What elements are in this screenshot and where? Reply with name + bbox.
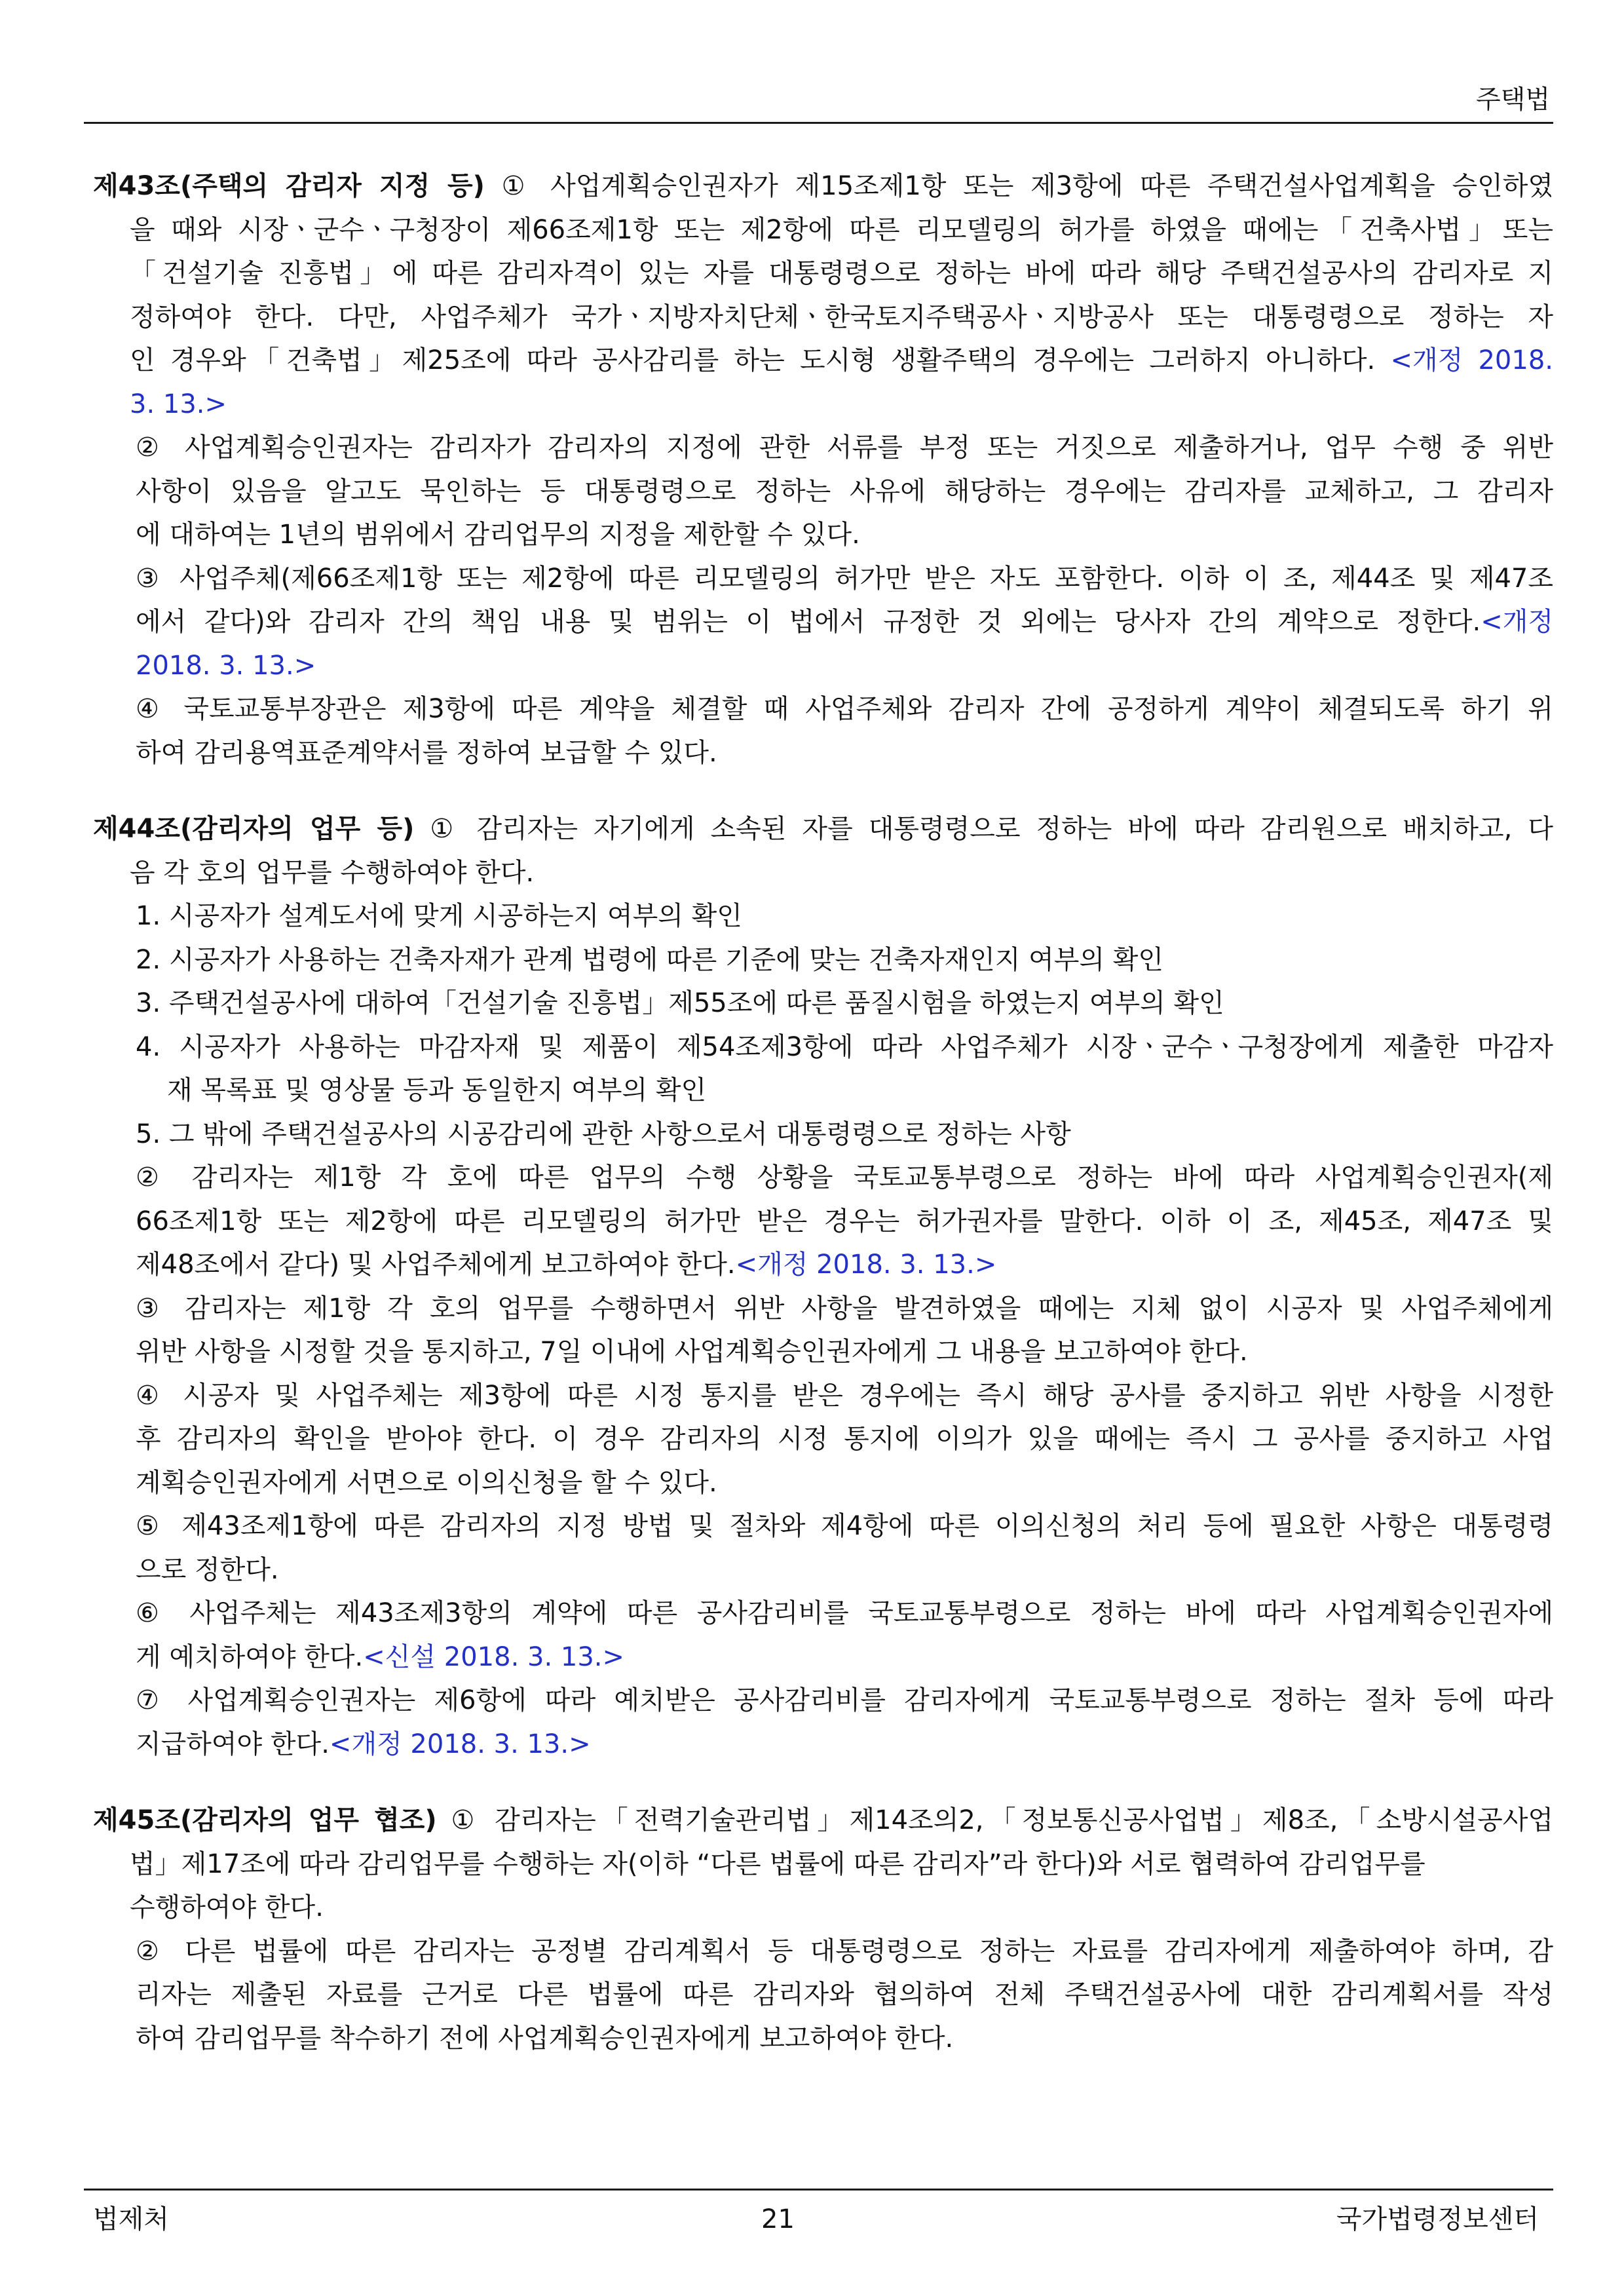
article-44-para-2-line-3: 제48조에서 같다) 및 사업주체에게 보고하여야 한다. [136,1250,736,1280]
article-44-para-7-line-1: ⑦ 사업계획승인권자는 제6항에 따라 예치받은 공사감리비를 감리자에게 국토교통부령으로 정하는 절차 등에 따라 [136,1685,1553,1715]
amendment-note: <개정 2018. 3. 13.> [329,1729,591,1759]
article-44-item-4-line-2: 재 목록표 및 영상물 등과 동일한지 여부의 확인 [167,1075,707,1105]
article-43-para-4-line-1: ④ 국토교통부장관은 제3항에 따른 계약을 체결할 때 사업주체와 감리자 간에 공정하게 계약이 체결되도록 하기 위 [136,694,1553,724]
law-title-header: 주택법 [1475,85,1550,115]
article-43-para-3-line-1: ③ 사업주체(제66조제1항 또는 제2항에 따른 리모델링의 허가만 받은 자도 포함한다. 이하 이 조, 제44조 및 제47조 [136,563,1553,594]
article-43-title: 제43조(주택의 감리자 지정 등) [93,171,485,201]
article-44-line [93,1636,1553,1679]
article-43-para-1-line-4: 정하여야 한다. 다만, 사업주체가 국가ㆍ지방자치단체ㆍ한국토지주택공사ㆍ지방공사 또는 대통령령으로 정하는 자 [130,301,1553,332]
enactment-note: <신설 2018. 3. 13.> [363,1641,625,1672]
article-45-para-2-line-3: 하여 감리업무를 착수하기 전에 사업계획승인권자에게 보고하여야 한다. [136,2023,954,2054]
article-43-para-1-line-3: 「건설기술 진흥법」에 따른 감리자격이 있는 자를 대통령령으로 정하는 바에 따라 해당 주택건설공사의 감리자로 지 [130,258,1553,288]
article-43-para-1-line-2: 을 때와 시장ㆍ군수ㆍ구청장이 제66조제1항 또는 제2항에 따른 리모델링의 허가를 하였을 때에는「건축사법」또는 [130,214,1553,245]
article-43-line [93,164,1553,208]
article-44-item-3: 3. 주택건설공사에 대하여「건설기술 진흥법」제55조에 따른 품질시험을 하였는지 여부의 확인 [136,988,1224,1018]
article-45-para-1-line-3: 수행하여야 한다. [130,1892,324,1923]
article-45-para-2-line-2: 리자는 제출된 자료를 근거로 다른 법률에 따른 감리자와 협의하여 전체 주택건설공사에 대한 감리계획서를 작성 [136,1980,1553,2010]
article-45 [93,1799,1553,2060]
page-number: 21 [761,2204,795,2234]
article-44-line [93,1243,1553,1287]
header-divider [84,122,1553,124]
article-45-line [93,1799,1553,1843]
amendment-note: 2018. 3. 13.> [136,650,316,681]
article-44-para-1-line-2: 음 각 호의 업무를 수행하여야 한다. [130,857,535,888]
article-43-para-4-line-2: 하여 감리용역표준계약서를 정하여 보급할 수 있다. [136,737,717,768]
amendment-note: <개정 2018. [1390,345,1553,375]
article-44-para-6-line-1: ⑥ 사업주체는 제43조제3항의 계약에 따른 공사감리비를 국토교통부령으로 정하는 바에 따라 사업계획승인권자에 [136,1598,1553,1628]
article-44-para-5-line-1: ⑤ 제43조제1항에 따른 감리자의 지정 방법 및 절차와 제4항에 따른 이의신청의 처리 등에 필요한 사항은 대통령령 [136,1511,1553,1541]
article-44-item-5: 5. 그 밖에 주택건설공사의 시공감리에 관한 사항으로서 대통령령으로 정하는 사항 [136,1119,1071,1149]
article-44-item-4-line-1: 4. 시공자가 사용하는 마감자재 및 제품이 제54조제3항에 따라 사업주체가 시장ㆍ군수ㆍ구청장에게 제출한 마감자 [136,1031,1553,1062]
article-43-para-1-line-1: ① 사업계획승인권자가 제15조제1항 또는 제3항에 따른 주택건설사업계획을 승인하였 [501,171,1554,201]
article-44 [93,807,1553,1766]
article-44-para-4-line-1: ④ 시공자 및 사업주체는 제3항에 따른 시정 통지를 받은 경우에는 즉시 해당 공사를 중지하고 위반 사항을 시정한 [136,1380,1553,1411]
article-45-title: 제45조(감리자의 업무 협조) [93,1805,437,1835]
footer-divider [84,2189,1553,2191]
amendment-note: 3. 13.> [130,389,227,419]
article-43-para-2-line-3: 에 대하여는 1년의 범위에서 감리업무의 지정을 제한할 수 있다. [136,520,860,550]
article-45-para-1-line-2: 법」제17조에 따라 감리업무를 수행하는 자(이하 “다른 법률에 따른 감리자”라 한다)와 서로 협력하여 감리업무를 [130,1848,1426,1879]
article-43-para-2-line-2: 사항이 있음을 알고도 묵인하는 등 대통령령으로 정하는 사유에 해당하는 경우에는 감리자를 교체하고, 그 감리자 [136,476,1553,507]
article-45-para-1-line-1: ① 감리자는「전력기술관리법」제14조의2,「정보통신공사업법」제8조,「소방시설공사업 [451,1805,1554,1835]
article-44-item-1: 1. 시공자가 설계도서에 맞게 시공하는지 여부의 확인 [136,901,742,931]
article-43-para-2-line-1: ② 사업계획승인권자는 감리자가 감리자의 지정에 관한 서류를 부정 또는 거짓으로 제출하거나, 업무 수행 중 위반 [136,432,1553,463]
amendment-note: <개정 2018. 3. 13.> [735,1250,997,1280]
document-body [93,164,1553,2060]
article-44-item-2: 2. 시공자가 사용하는 건축자재가 관계 법령에 따른 기준에 맞는 건축자재인지 여부의 확인 [136,944,1164,975]
article-45-para-2-line-1: ② 다른 법률에 따른 감리자는 공정별 감리계획서 등 대통령령으로 정하는 자료를 감리자에게 제출하여야 하며, 감 [136,1936,1553,1966]
article-44-para-6-line-2: 게 예치하여야 한다. [136,1641,364,1672]
article-44-line [93,1723,1553,1767]
article-44-title: 제44조(감리자의 업무 등) [93,814,415,844]
article-43-line [93,383,1553,427]
article-44-para-7-line-2: 지급하여야 한다. [136,1729,330,1759]
article-43-line [93,644,1553,688]
article-44-para-4-line-3: 계획승인권자에게 서면으로 이의신청을 할 수 있다. [136,1467,717,1498]
article-43-line [93,339,1553,383]
article-44-para-2-line-1: ② 감리자는 제1항 각 호에 따른 업무의 수행 상황을 국토교통부령으로 정하는 바에 따라 사업계획승인권자(제 [136,1162,1553,1193]
article-44-para-1-line-1: ① 감리자는 자기에게 소속된 자를 대통령령으로 정하는 바에 따라 감리원으로 배치하고, 다 [430,814,1553,844]
article-43-para-1-line-5: 인 경우와「건축법」제25조에 따라 공사감리를 하는 도시형 생활주택의 경우에는 그러하지 아니하다. [130,345,1376,375]
article-44-line [93,807,1553,851]
article-43-para-3-line-2: 에서 같다)와 감리자 간의 책임 내용 및 범위는 이 법에서 규정한 것 외에는 당사자 간의 계약으로 정한다. [136,607,1481,637]
article-44-para-2-line-2: 66조제1항 또는 제2항에 따른 리모델링의 허가만 받은 경우는 허가권자를 말한다. 이하 이 조, 제45조, 제47조 및 [136,1206,1553,1236]
footer-source: 국가법령정보센터 [1336,2204,1539,2234]
article-44-para-3-line-2: 위반 사항을 시정할 것을 통지하고, 7일 이내에 사업계획승인권자에게 그 내용을 보고하여야 한다. [136,1337,1248,1367]
article-44-para-4-line-2: 후 감리자의 확인을 받아야 한다. 이 경우 감리자의 시정 통지에 이의가 있을 때에는 즉시 그 공사를 중지하고 사업 [136,1424,1553,1454]
article-43 [93,164,1553,775]
article-43-line [93,600,1553,644]
article-44-para-5-line-2: 으로 정한다. [136,1554,279,1585]
article-44-para-3-line-1: ③ 감리자는 제1항 각 호의 업무를 수행하면서 위반 사항을 발견하였을 때에는 지체 없이 시공자 및 사업주체에게 [136,1293,1553,1324]
amendment-note: <개정 [1481,607,1553,637]
footer-publisher: 법제처 [93,2204,169,2234]
